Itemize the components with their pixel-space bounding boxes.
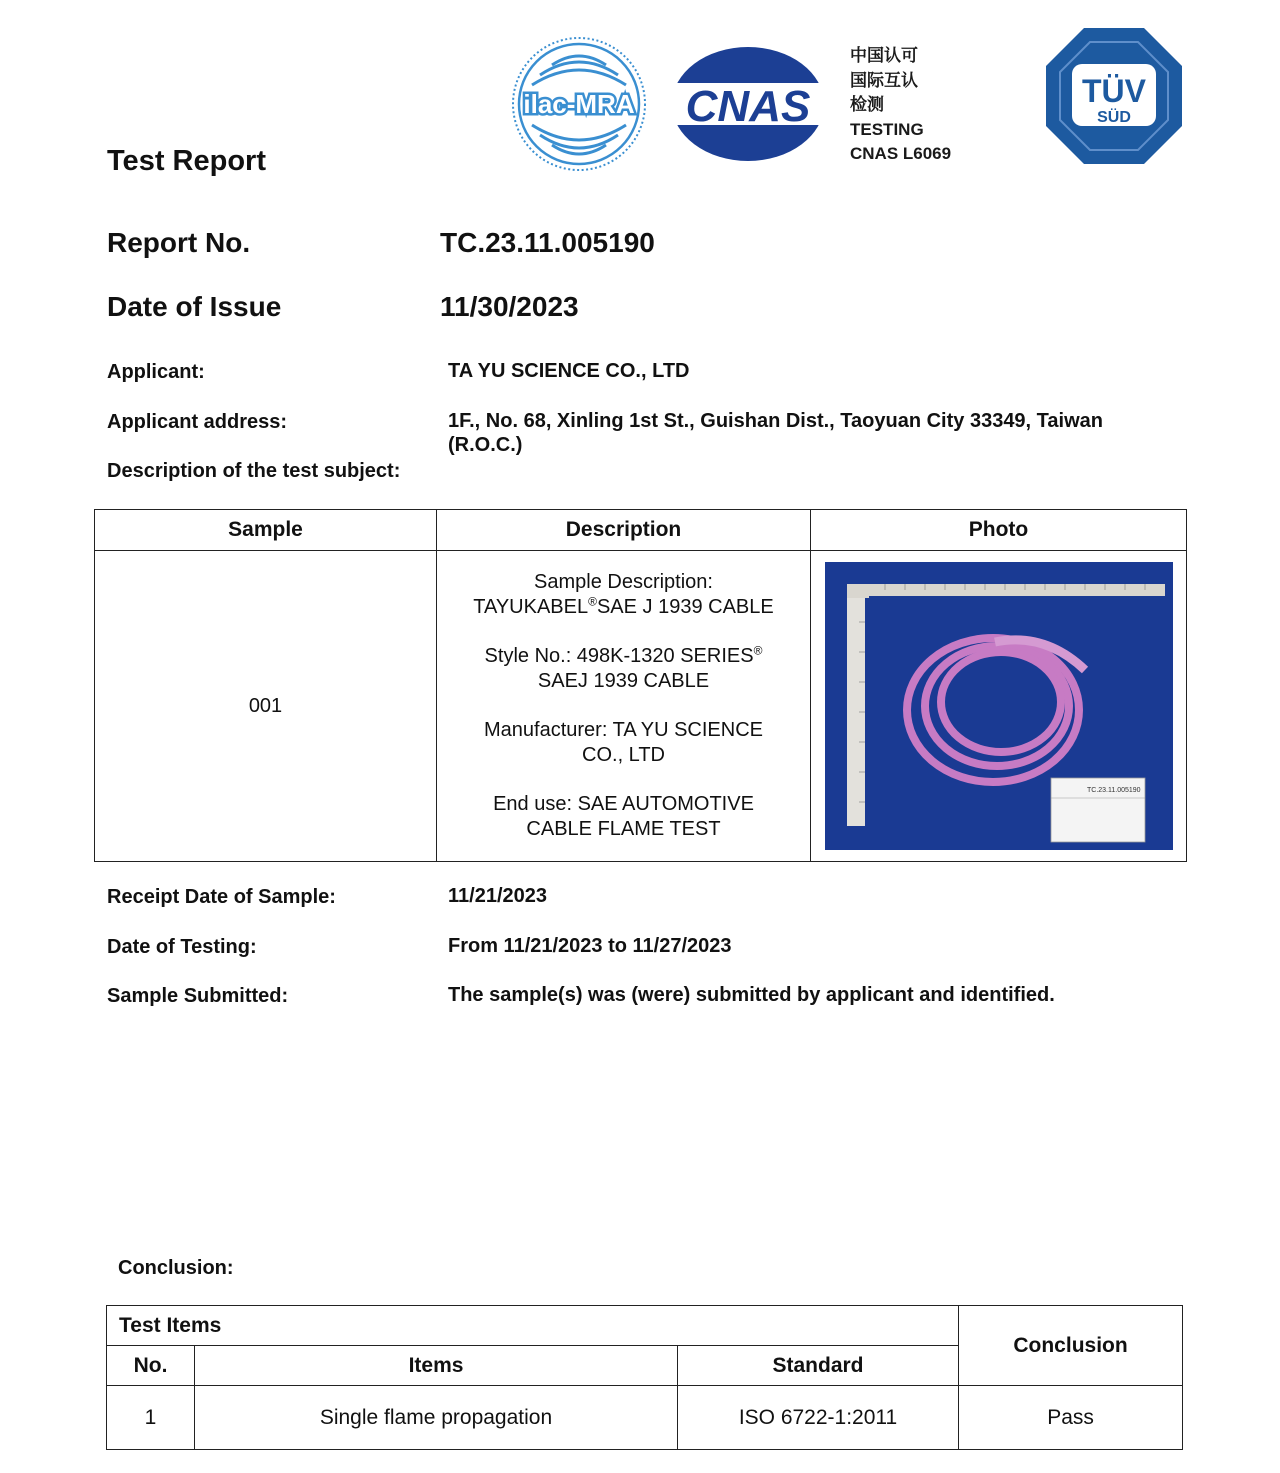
tuv-sud-logo xyxy=(1042,24,1186,168)
svg-text:ilac-MRA: ilac-MRA xyxy=(523,89,635,119)
testing-date-value: From 11/21/2023 to 11/27/2023 xyxy=(448,935,732,957)
desc-line: Manufacturer: TA YU SCIENCE xyxy=(484,719,763,741)
column-header-standard: Standard xyxy=(678,1346,959,1386)
cnas-caption-line: CNAS L6069 xyxy=(850,144,952,163)
column-header-conclusion: Conclusion xyxy=(959,1306,1183,1386)
description-label: Description of the test subject: xyxy=(107,460,401,482)
desc-line: CO., LTD xyxy=(582,744,665,766)
description-cell xyxy=(437,551,811,862)
photo-cell xyxy=(811,551,1187,862)
sample-table xyxy=(94,509,1187,862)
applicant-label: Applicant: xyxy=(107,361,205,383)
table-row xyxy=(95,551,1187,862)
cnas-logo xyxy=(668,45,828,163)
desc-line: Style No.: 498K-1320 SERIES xyxy=(484,645,754,667)
row-standard: ISO 6722-1:2011 xyxy=(678,1386,959,1450)
row-item: Single flame propagation xyxy=(195,1386,678,1450)
svg-text:SÜD: SÜD xyxy=(1097,109,1131,126)
sample-photo xyxy=(825,562,1173,850)
desc-line: SAE J 1939 CABLE xyxy=(596,596,774,618)
row-no: 1 xyxy=(107,1386,195,1450)
cnas-caption-line: 检测 xyxy=(850,95,884,114)
cnas-caption-line: 国际互认 xyxy=(850,70,918,90)
receipt-date-label: Receipt Date of Sample: xyxy=(107,886,336,908)
cnas-caption-line: 中国认可 xyxy=(850,46,918,65)
desc-line: Sample Description: xyxy=(534,571,713,593)
row-result: Pass xyxy=(959,1386,1183,1450)
table-row xyxy=(107,1386,1183,1450)
address-label: Applicant address: xyxy=(107,411,288,433)
column-header-items: Items xyxy=(195,1346,678,1386)
cnas-caption-line: TESTING xyxy=(850,119,924,139)
sample-id-cell: 001 xyxy=(95,551,437,862)
registered-mark: ® xyxy=(753,643,763,658)
page-title: Test Report xyxy=(107,145,266,177)
sample-table-header-row xyxy=(95,510,1187,551)
report-no-label: Report No. xyxy=(107,227,251,258)
sample-submitted-label: Sample Submitted: xyxy=(107,985,289,1007)
desc-line: End use: SAE AUTOMOTIVE xyxy=(493,793,754,815)
testing-date-label: Date of Testing: xyxy=(107,936,257,958)
address-value: 1F., No. 68, Xinling 1st St., Guishan Dist., Taoyuan City 33349, Taiwan (R.O.C.) xyxy=(448,410,1103,456)
conclusion-header-row xyxy=(107,1306,1183,1346)
column-header-photo: Photo xyxy=(811,510,1187,551)
ilac-mra-logo xyxy=(510,35,648,173)
svg-text:TÜV: TÜV xyxy=(1082,73,1146,109)
column-header-test-items: Test Items xyxy=(107,1306,959,1346)
desc-line: CABLE FLAME TEST xyxy=(526,818,721,840)
date-issue-value: 11/30/2023 xyxy=(440,291,579,322)
svg-text:CNAS: CNAS xyxy=(685,82,811,131)
registered-mark: ® xyxy=(588,594,597,609)
date-issue-label: Date of Issue xyxy=(107,291,282,322)
desc-line: SAEJ 1939 CABLE xyxy=(537,670,710,692)
sample-submitted-value: The sample(s) was (were) submitted by applicant and identified. xyxy=(448,984,1055,1006)
conclusion-table xyxy=(106,1305,1183,1450)
column-header-sample: Sample xyxy=(95,510,437,551)
applicant-value: TA YU SCIENCE CO., LTD xyxy=(448,360,690,382)
svg-text:TC.23.11.005190: TC.23.11.005190 xyxy=(1086,787,1141,794)
report-no-value: TC.23.11.005190 xyxy=(440,227,655,258)
conclusion-label: Conclusion: xyxy=(118,1257,234,1279)
sample-description xyxy=(438,570,809,842)
receipt-date-value: 11/21/2023 xyxy=(448,885,547,907)
column-header-description: Description xyxy=(437,510,811,551)
cnas-caption xyxy=(850,44,980,167)
column-header-no: No. xyxy=(107,1346,195,1386)
desc-line: TAYUKABEL xyxy=(473,596,589,618)
